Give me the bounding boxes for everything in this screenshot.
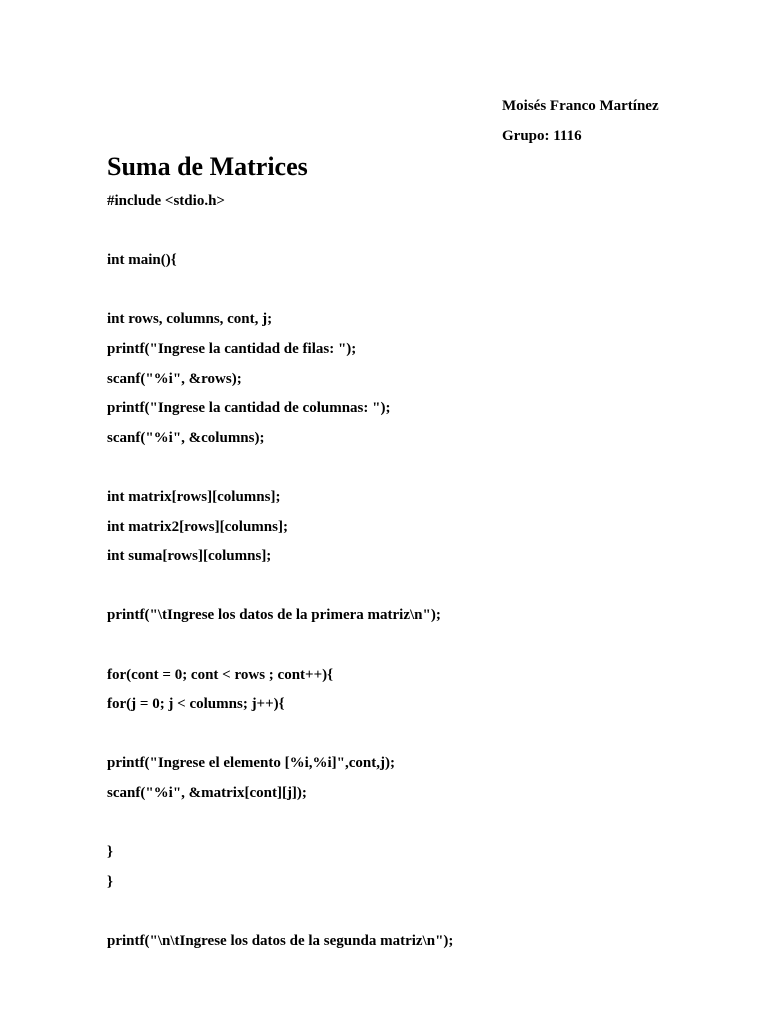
blank-line: [107, 897, 747, 927]
blank-line: [107, 276, 747, 306]
code-line: }: [107, 873, 113, 890]
code-line: int suma[rows][columns];: [107, 548, 272, 565]
code-line: int matrix[rows][columns];: [107, 488, 281, 505]
blank-line: [107, 453, 747, 483]
code-line: scanf("%i", &matrix[cont][j]);: [107, 784, 307, 801]
code-line: scanf("%i", &rows);: [107, 370, 242, 387]
code-line: printf("\tIngrese los datos de la primera matriz\n");: [107, 607, 441, 624]
code-line: printf("Ingrese la cantidad de columnas: ");: [107, 400, 391, 417]
code-line: printf("Ingrese la cantidad de filas: ");: [107, 340, 357, 357]
group-number: Grupo: 1116: [502, 128, 582, 144]
blank-line: [107, 572, 747, 602]
blank-line: [107, 217, 747, 247]
blank-line: [107, 808, 747, 838]
code-line: printf("Ingrese el elemento [%i,%i]",cont,j);: [107, 755, 395, 772]
code-listing: [107, 187, 747, 956]
code-line: int rows, columns, cont, j;: [107, 311, 273, 328]
code-line: int main(){: [107, 252, 177, 269]
code-line: }: [107, 844, 113, 861]
code-line: printf("\n\tIngrese los datos de la segunda matriz\n");: [107, 932, 454, 949]
author-name: Moisés Franco Martínez: [502, 98, 659, 114]
blank-line: [107, 720, 747, 750]
code-line: int matrix2[rows][columns];: [107, 518, 288, 535]
document-title: Suma de Matrices: [107, 152, 308, 181]
author-block: [502, 91, 659, 151]
code-line: for(cont = 0; cont < rows ; cont++){: [107, 666, 334, 683]
blank-line: [107, 631, 747, 661]
code-line: scanf("%i", &columns);: [107, 429, 265, 446]
code-line: #include <stdio.h>: [107, 193, 225, 209]
code-line: for(j = 0; j < columns; j++){: [107, 696, 285, 713]
